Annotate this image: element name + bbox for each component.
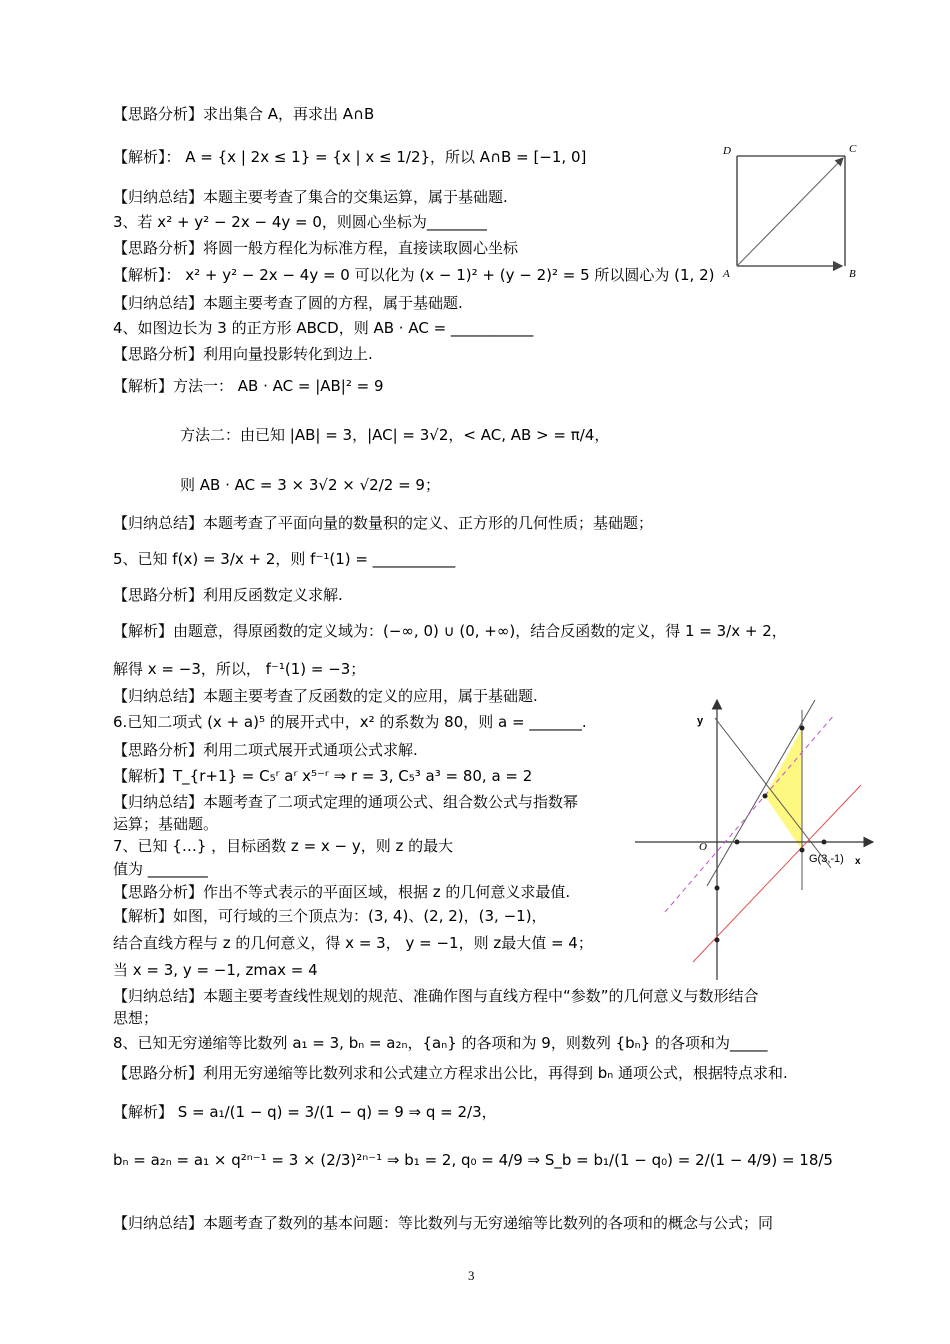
line-16: 【解析】由题意，得原函数的定义域为：(−∞, 0) ∪ (0, +∞)，结合反函数的定义，得 1 = 3/x + 2， [113, 622, 787, 640]
line-33: 【思路分析】利用无穷递缩等比数列求和公式建立方程求出公比，再得到 bₙ 通项公式，根据特点求和. [113, 1064, 788, 1082]
vector-ac [737, 158, 843, 266]
line-28: 结合直线方程与 z 的几何意义，得 x = 3， y = −1，则 z最大值 = 4； [113, 934, 593, 952]
line-23: 运算；基础题。 [113, 815, 219, 833]
line-9: 【思路分析】利用向量投影转化到边上. [113, 345, 373, 363]
line-20: 【思路分析】利用二项式展开式通项公式求解. [113, 741, 418, 759]
x-label: x [855, 856, 861, 867]
page-number: 3 [468, 1268, 475, 1283]
label-a: A [723, 268, 730, 280]
line-26: 【思路分析】作出不等式表示的平面区域，根据 z 的几何意义求最值. [113, 883, 571, 901]
line-19: 6.已知二项式 (x + a)⁵ 的展开式中，x² 的系数为 80，则 a = _______. [113, 713, 587, 731]
line-27: 【解析】如图，可行域的三个顶点为：(3, 4)、(2, 2)，(3, −1)， [113, 907, 547, 925]
vertex-point [800, 726, 805, 731]
line-31: 思想； [113, 1009, 159, 1027]
line-5: 【思路分析】将圆一般方程化为标准方程，直接读取圆心坐标 [113, 239, 519, 257]
axis-point [715, 938, 720, 943]
axis-point [715, 886, 720, 891]
line-30: 【归纳总结】本题主要考查线性规划的规范、准确作图与直线方程中“参数”的几何意义与数形结合 [113, 987, 759, 1005]
line-25: 值为 ________ [113, 860, 208, 878]
line-1: 【思路分析】求出集合 A，再求出 A∩B [113, 105, 375, 123]
line-29: 当 x = 3, y = −1, zmax = 4 [113, 961, 318, 979]
line-13: 【归纳总结】本题考查了平面向量的数量积的定义、正方形的几何性质；基础题； [113, 514, 654, 532]
line-12: 则 AB · AC = 3 × 3√2 × √2/2 = 9； [180, 476, 440, 494]
feasible-region-graph [635, 690, 885, 980]
line-34: 【解析】 S = a₁/(1 − q) = 3/(1 − q) = 9 ⇒ q = 2/3， [113, 1103, 497, 1121]
label-b: B [849, 268, 856, 280]
line-8: 4、如图边长为 3 的正方形 ABCD，则 AB · AC = ___________ [113, 319, 534, 337]
y-label: y [697, 715, 704, 727]
line-18: 【归纳总结】本题主要考查了反函数的定义的应用，属于基础题. [113, 687, 538, 705]
line-17: 解得 x = −3，所以， f⁻¹(1) = −3； [113, 660, 366, 678]
line-24: 7、已知 {…} ，目标函数 z = x − y，则 z 的最大 [113, 837, 454, 855]
line-15: 【思路分析】利用反函数定义求解. [113, 586, 343, 604]
line-14: 5、已知 f(x) = 3/x + 2，则 f⁻¹(1) = ___________ [113, 550, 456, 568]
label-c: C [849, 143, 857, 155]
line-2: 【解析】： A = {x | 2x ≤ 1} = {x | x ≤ 1/2}，所以 A∩B = [−1, 0] [113, 148, 587, 166]
line-22: 【归纳总结】本题考查了二项式定理的通项公式、组合数公式与指数幂 [113, 793, 579, 811]
line-35: bₙ = a₂ₙ = a₁ × q²ⁿ⁻¹ = 3 × (2/3)²ⁿ⁻¹ ⇒ b₁ = 2, q₀ = 4/9 ⇒ S_b = b₁/(1 − q₀) = 2/(1 − 4/9) = 18/5 [113, 1151, 833, 1169]
line-21: 【解析】T_{r+1} = C₅ʳ aʳ x⁵⁻ʳ ⇒ r = 3, C₅³ a³ = 80, a = 2 [113, 767, 533, 785]
axis-point [735, 840, 740, 845]
line-6: 【解析】： x² + y² − 2x − 4y = 0 可以化为 (x − 1)² + (y − 2)² = 5 所以圆心为 (1, 2) [113, 266, 715, 284]
line-10: 【解析】方法一： AB · AC = |AB|² = 9 [113, 377, 384, 395]
line-36: 【归纳总结】本题考查了数列的基本问题：等比数列与无穷递缩等比数列的各项和的概念与公式；同 [113, 1214, 774, 1232]
line-32: 8、已知无穷递缩等比数列 a₁ = 3, bₙ = a₂ₙ，{aₙ} 的各项和为 9，则数列 {bₙ} 的各项和为_____ [113, 1034, 768, 1052]
dashed-objective-line [665, 714, 835, 912]
line-3: 【归纳总结】本题主要考查了集合的交集运算，属于基础题. [113, 188, 508, 206]
vertex-point [800, 848, 805, 853]
line-neg-slope [715, 718, 831, 868]
point-g-label: G(3,-1) [809, 853, 844, 865]
origin-label: O [699, 841, 707, 853]
line-4: 3、若 x² + y² − 2x − 4y = 0，则圆心坐标为________ [113, 213, 487, 231]
square-figure [715, 140, 865, 285]
line-11: 方法二：由已知 |AB| = 3，|AC| = 3√2，< AC, AB > = π/4， [180, 426, 610, 444]
axis-point [822, 840, 827, 845]
line-7: 【归纳总结】本题主要考查了圆的方程，属于基础题. [113, 294, 463, 312]
vertex-point [763, 794, 768, 799]
label-d: D [723, 145, 731, 157]
